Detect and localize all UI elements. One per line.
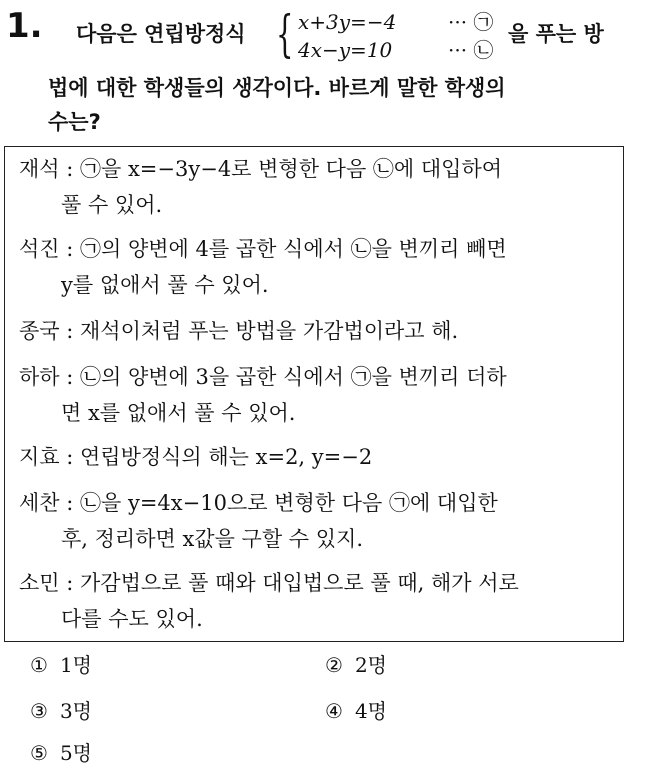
equation-1-marker: ··· ㉠ (448, 10, 494, 34)
choice-5-mark: ⑤ (30, 741, 48, 765)
statement-line: 세찬 : ㉡을 y=4x−10으로 변형한 다음 ㉠에 대입한 (19, 491, 498, 515)
statement-line: 석진 : ㉠의 양변에 4를 곱한 식에서 ㉡을 변끼리 빼면 (19, 237, 507, 261)
choice-2-text: 2명 (354, 653, 387, 677)
system-brace: { (276, 5, 294, 63)
choice-4[interactable] (325, 696, 387, 726)
choice-3-mark: ③ (30, 699, 48, 723)
statement-continuation: 풀 수 있어. (61, 193, 163, 217)
equation-system (298, 8, 493, 64)
choice-2[interactable] (325, 650, 387, 680)
statement-line: 하하 : ㉡의 양변에 3을 곱한 식에서 ㉠을 변끼리 더하 (19, 365, 507, 389)
choice-4-mark: ④ (325, 699, 343, 723)
statement-sechan (19, 485, 619, 557)
question-number: 1. (6, 6, 43, 46)
equation-2: 4x−y=10 (298, 38, 393, 62)
statement-line: 소민 : 가감법으로 풀 때와 대입법으로 풀 때, 해가 서로 (19, 571, 519, 595)
statement-jihyo (19, 439, 619, 475)
statement-continuation: y를 없애서 풀 수 있어. (61, 273, 269, 297)
choice-3[interactable] (30, 696, 92, 726)
equation-1: x+3y=−4 (298, 10, 397, 34)
statements-box (4, 146, 624, 642)
choice-1-mark: ① (30, 653, 48, 677)
choice-5[interactable] (30, 738, 92, 768)
statement-line: 지효 : 연립방정식의 해는 x=2, y=−2 (19, 445, 373, 469)
statement-line: 재석 : ㉠을 x=−3y−4로 변형한 다음 ㉡에 대입하여 (19, 157, 503, 181)
equation-2-marker: ··· ㉡ (448, 38, 494, 62)
choice-5-text: 5명 (59, 741, 92, 765)
choice-4-text: 4명 (354, 699, 387, 723)
statement-seokjin (19, 231, 619, 303)
stem-text-line3: 수는? (48, 110, 101, 134)
statement-line: 종국 : 재석이처럼 푸는 방법을 가감법이라고 해. (19, 319, 459, 343)
choice-3-text: 3명 (59, 699, 92, 723)
choice-2-mark: ② (325, 653, 343, 677)
statement-haha (19, 359, 619, 431)
statement-continuation: 면 x를 없애서 풀 수 있어. (61, 401, 296, 425)
statement-jaeseok (19, 151, 619, 223)
statement-continuation: 후, 정리하면 x값을 구할 수 있지. (61, 527, 364, 551)
stem-text-part2: 을 푸는 방 (508, 22, 604, 46)
statement-continuation: 다를 수도 있어. (61, 607, 203, 631)
choice-1[interactable] (30, 650, 92, 680)
choice-1-text: 1명 (59, 653, 92, 677)
stem-text-line2: 법에 대한 학생들의 생각이다. 바르게 말한 학생의 (48, 76, 506, 100)
stem-text-part1: 다음은 연립방정식 (76, 22, 246, 46)
statement-jongguk (19, 313, 619, 349)
statement-somin (19, 565, 619, 637)
